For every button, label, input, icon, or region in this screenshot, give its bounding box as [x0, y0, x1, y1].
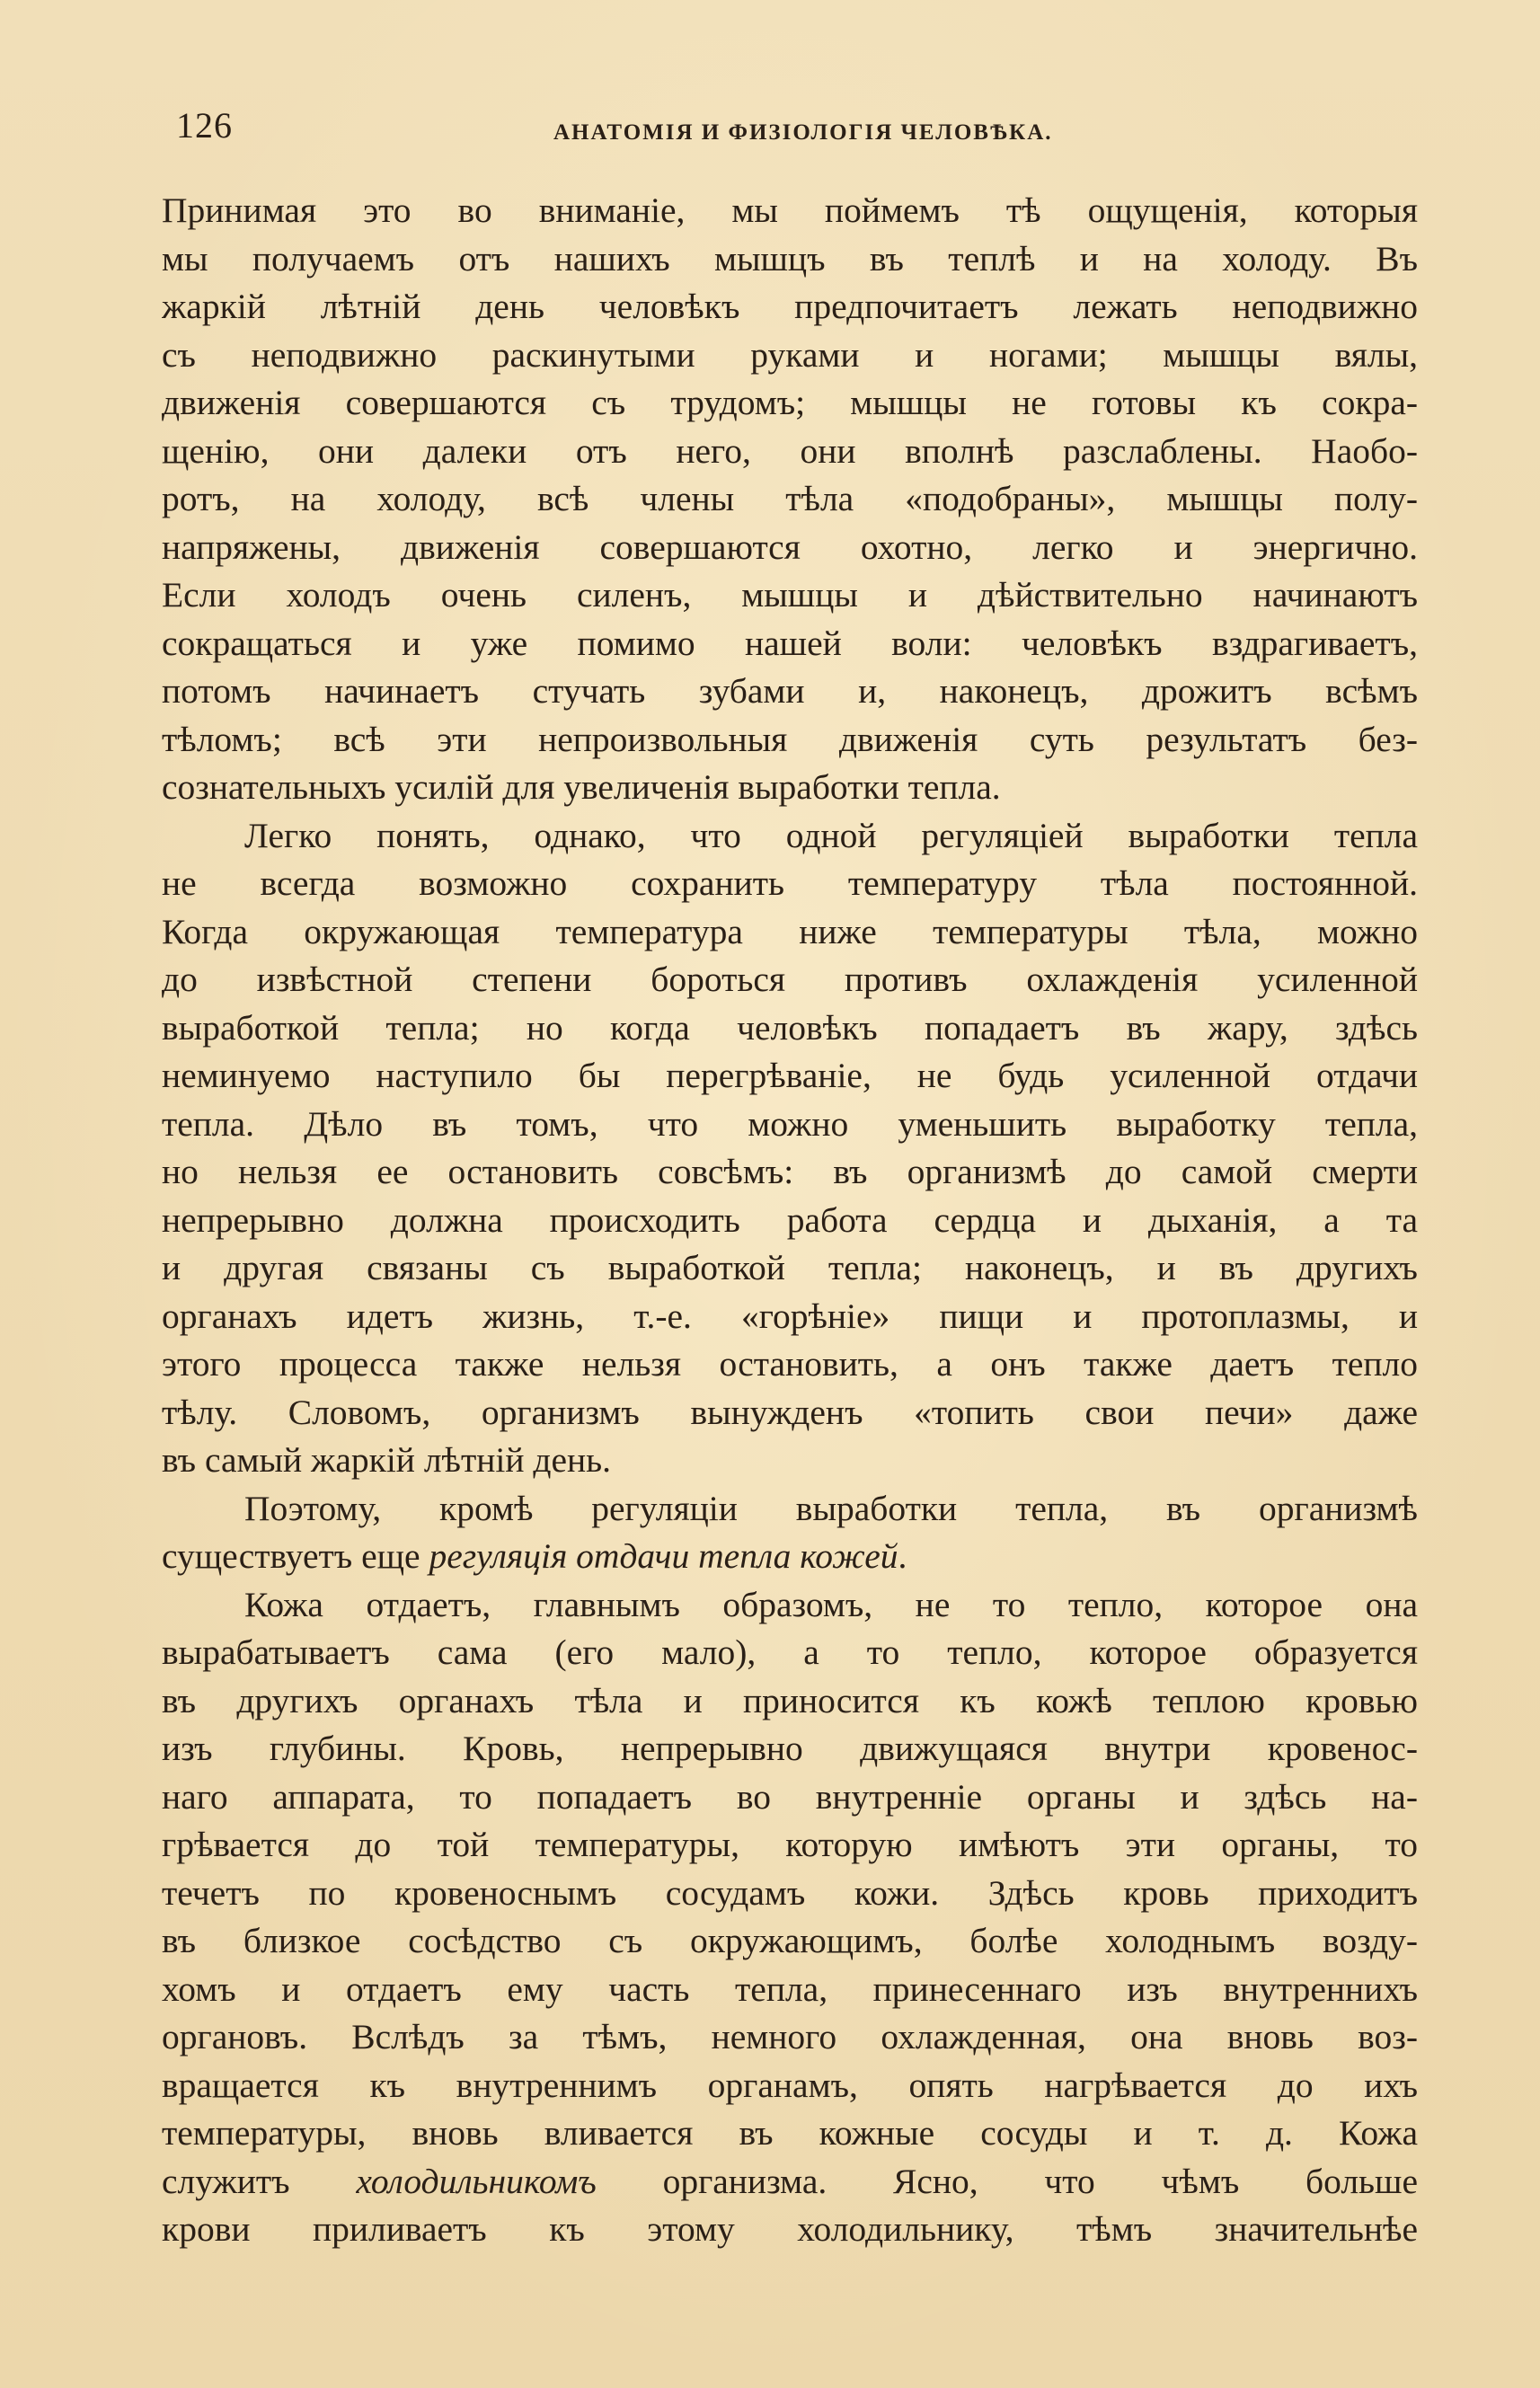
text-line	[162, 1101, 1418, 1149]
text-line	[162, 668, 1418, 716]
text-line-content: Принимая это во вниманіе, мы поймемъ тѣ ощущенія, которыя	[162, 190, 1418, 230]
text-line-content: органовъ. Вслѣдъ за тѣмъ, немного охлажденная, она вновь воз-	[162, 2017, 1418, 2056]
text-line-content: не всегда возможно сохранить температуру тѣла постоянной.	[162, 863, 1418, 903]
italic-emphasis: регуляція отдачи тепла кожей	[429, 1536, 898, 1576]
text-line-tail: .	[898, 1536, 907, 1576]
text-line	[162, 1052, 1418, 1101]
text-line	[162, 1870, 1418, 1918]
text-line-content: тепла. Дѣло въ томъ, что можно уменьшить выработку тепла,	[162, 1103, 1418, 1144]
text-line	[162, 1340, 1418, 1389]
text-line	[162, 1917, 1418, 1966]
text-line-content: въ другихъ органахъ тѣла и приносится къ кожѣ теплою кровью	[162, 1680, 1418, 1720]
body-text	[162, 187, 1418, 2254]
text-line	[162, 2158, 1418, 2207]
text-line	[162, 2062, 1418, 2110]
text-line-content: вырабатываетъ сама (его мало), а то тепло, которое образуется	[162, 1632, 1418, 1672]
text-line-content: Когда окружающая температура ниже температуры тѣла, можно	[162, 911, 1418, 951]
text-line	[162, 812, 1418, 861]
text-line	[162, 1004, 1418, 1053]
text-line	[162, 1677, 1418, 1726]
text-line-content: тѣлу. Словомъ, организмъ вынужденъ «топить свои печи» даже	[162, 1392, 1418, 1432]
text-line-content: выработкой тепла; но когда человѣкъ попадаетъ въ жару, здѣсь	[162, 1007, 1418, 1048]
text-line	[162, 1821, 1418, 1870]
text-line	[162, 620, 1418, 668]
text-line	[162, 187, 1418, 235]
text-line	[162, 1148, 1418, 1197]
text-line-content: съ неподвижно раскинутыми руками и ногами; мышцы вялы,	[162, 334, 1418, 375]
text-line	[162, 2013, 1418, 2062]
text-line	[162, 956, 1418, 1004]
text-line-content: и другая связаны съ выработкой тепла; наконецъ, и въ другихъ	[162, 1248, 1418, 1287]
text-line-content: неминуемо наступило бы перегрѣваніе, не будь усиленной отдачи	[162, 1056, 1418, 1095]
text-line	[162, 428, 1418, 476]
text-line	[162, 1244, 1418, 1293]
text-line-content: ротъ, на холоду, всѣ члены тѣла «подобраны», мышцы полу-	[162, 479, 1418, 518]
text-line-content: потомъ начинаетъ стучать зубами и, наконецъ, дрожитъ всѣмъ	[162, 671, 1418, 711]
text-line	[162, 1773, 1418, 1822]
running-title: АНАТОМІЯ И ФИЗІОЛОГІЯ ЧЕЛОВѢКА.	[553, 120, 1053, 145]
text-line	[162, 1389, 1418, 1437]
text-line-content: щенію, они далеки отъ него, они вполнѣ разслаблены. Наобо-	[162, 430, 1418, 471]
text-line	[162, 908, 1418, 957]
text-line	[162, 332, 1418, 380]
text-line-content: движенія совершаются съ трудомъ; мышцы не готовы къ сокра-	[162, 383, 1418, 422]
text-line	[162, 1533, 1418, 1581]
text-line-content: Легко понять, однако, что одной регуляціей выработки тепла	[244, 815, 1418, 855]
text-line-content: изъ глубины. Кровь, непрерывно движущаяся внутри кровенос-	[162, 1729, 1418, 1768]
text-line-content: служитъ	[162, 2161, 357, 2201]
text-line-content: сознательныхъ усилій для увеличенія выработки тепла.	[162, 767, 1001, 807]
text-line	[162, 2206, 1418, 2254]
text-line-content: этого процесса также нельзя остановить, а онъ также даетъ тепло	[162, 1344, 1418, 1384]
text-line-content: Поэтому, кромѣ регуляціи выработки тепла, въ организмѣ	[244, 1488, 1418, 1528]
text-line	[162, 283, 1418, 332]
text-line-content: грѣвается до той температуры, которую имѣютъ эти органы, то	[162, 1825, 1418, 1864]
text-line-content: мы получаемъ отъ нашихъ мышцъ въ теплѣ и на холоду. Въ	[162, 238, 1418, 279]
text-line-content: жаркій лѣтній день человѣкъ предпочитаетъ лежать неподвижно	[162, 287, 1418, 326]
page-number: 126	[176, 105, 233, 146]
text-line-content: сокращаться и уже помимо нашей воли: человѣкъ вздрагиваетъ,	[162, 623, 1418, 663]
text-line	[162, 524, 1418, 572]
text-line-content: вращается къ внутреннимъ органамъ, опять нагрѣвается до ихъ	[162, 2065, 1418, 2105]
text-line-content: крови приливаетъ къ этому холодильнику, тѣмъ значительнѣе	[162, 2209, 1418, 2249]
text-line-content: непрерывно должна происходить работа сердца и дыханія, а та	[162, 1199, 1418, 1240]
text-line-content: хомъ и отдаетъ ему часть тепла, принесеннаго изъ внутреннихъ	[162, 1968, 1418, 2009]
text-line	[162, 235, 1418, 284]
text-line-content: температуры, вновь вливается въ кожные сосуды и т. д. Кожа	[162, 2113, 1418, 2153]
text-line	[162, 1197, 1418, 1245]
text-line-content: въ близкое сосѣдство съ окружающимъ, болѣе холоднымъ возду-	[162, 1921, 1418, 1960]
text-line	[162, 1485, 1418, 1534]
text-line	[162, 764, 1418, 812]
text-line	[162, 475, 1418, 524]
text-line-tail: организма. Ясно, что чѣмъ больше	[596, 2161, 1418, 2201]
text-line	[162, 1437, 1418, 1485]
text-line-content: напряжены, движенія совершаются охотно, легко и энергично.	[162, 526, 1418, 567]
text-line	[162, 1581, 1418, 1630]
text-line-content: течетъ по кровеноснымъ сосудамъ кожи. Здѣсь кровь приходитъ	[162, 1872, 1418, 1913]
text-line-content: но нельзя ее остановить совсѣмъ: въ организмѣ до самой смерти	[162, 1152, 1418, 1191]
text-line	[162, 1629, 1418, 1677]
text-line-content: тѣломъ; всѣ эти непроизвольныя движенія суть результатъ без-	[162, 719, 1418, 759]
text-line-content: Кожа отдаетъ, главнымъ образомъ, не то тепло, которое она	[244, 1584, 1418, 1624]
text-line	[162, 1725, 1418, 1773]
text-line	[162, 2109, 1418, 2158]
text-line	[162, 716, 1418, 765]
text-line-content: Если холодъ очень силенъ, мышцы и дѣйствительно начинаютъ	[162, 575, 1418, 615]
text-line	[162, 379, 1418, 428]
text-line-content: до извѣстной степени бороться противъ охлажденія усиленной	[162, 960, 1418, 999]
italic-emphasis: холодильникомъ	[356, 2161, 597, 2201]
text-line-content: органахъ идетъ жизнь, т.-е. «горѣніе» пищи и протоплазмы, и	[162, 1296, 1418, 1336]
text-line	[162, 860, 1418, 908]
page-header	[176, 101, 1425, 155]
text-line-content: въ самый жаркій лѣтній день.	[162, 1440, 612, 1480]
text-line	[162, 1966, 1418, 2014]
text-line	[162, 571, 1418, 620]
text-line-content: наго аппарата, то попадаетъ во внутренніе органы и здѣсь на-	[162, 1776, 1418, 1817]
text-line	[162, 1293, 1418, 1341]
text-line-content: существуетъ еще	[162, 1536, 429, 1576]
